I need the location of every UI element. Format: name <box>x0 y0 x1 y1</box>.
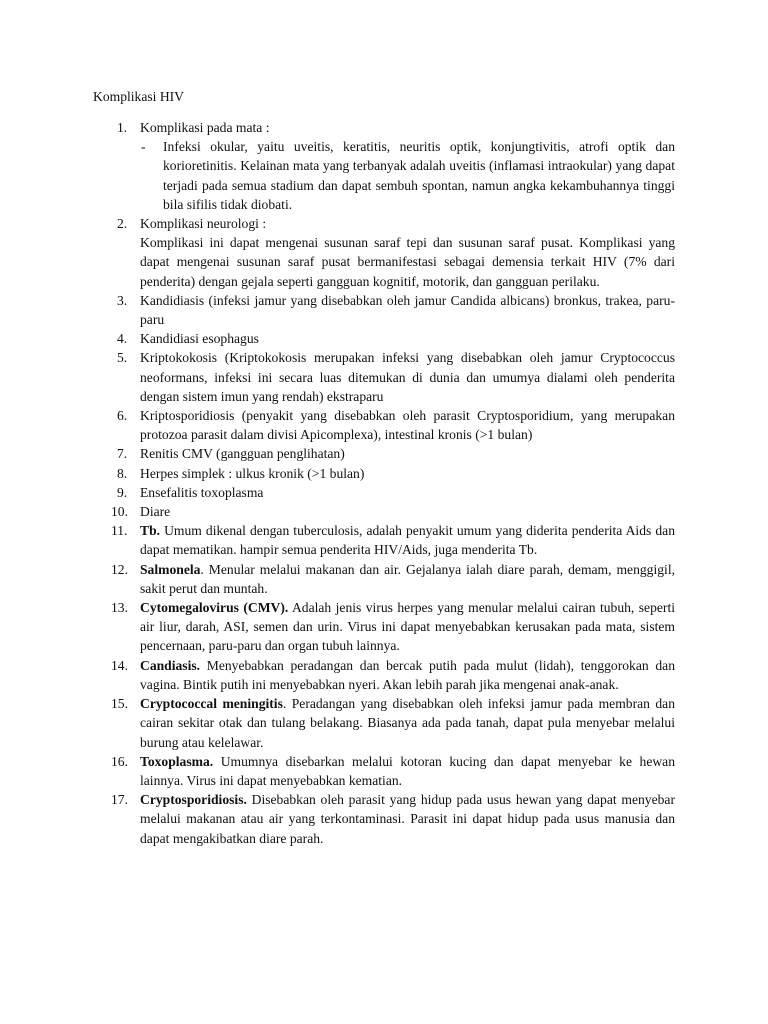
list-item <box>93 291 675 329</box>
item-text: Adalah jenis virus herpes yang menular melalui cairan tubuh, seperti air liur, darah, ASI, semen dan urin. Virus ini dapat menyebabkan kerusakan pada mata, sistem pencernaan, paru-paru dan organ tubuh lainnya. <box>140 600 675 654</box>
item-number: 1. <box>117 120 128 135</box>
item-number: 12. <box>111 561 128 577</box>
item-number: 7. <box>117 446 128 462</box>
list-item <box>93 560 675 598</box>
item-number: 3. <box>117 292 128 308</box>
list-item <box>93 348 675 406</box>
list-item <box>93 483 675 502</box>
list-item <box>93 214 675 291</box>
item-text: Herpes simplek : ulkus kronik (>1 bulan) <box>140 465 365 481</box>
item-text: . Menular melalui makanan dan air. Gejalanya ialah diare parah, demam, menggigil, sakit perut dan muntah. <box>140 561 675 596</box>
list-item <box>93 329 675 348</box>
list-item <box>93 521 675 559</box>
list-item <box>93 790 675 848</box>
item-text: Diare <box>140 504 171 520</box>
item-text: Kandidiasi esophagus <box>140 331 259 347</box>
list-item <box>93 656 675 694</box>
document-title: Komplikasi HIV <box>93 89 184 104</box>
list-item <box>93 406 675 444</box>
sub-item-dash: - <box>141 139 146 155</box>
item-text: Kandidiasis (infeksi jamur yang disebabkan oleh jamur Candida albicans) bronkus, trakea, paru-paru <box>140 292 675 328</box>
item-number: 17. <box>111 792 128 808</box>
item-text: Komplikasi neurologi : <box>140 216 267 232</box>
item-number: 11. <box>111 523 128 539</box>
item-text: Ensefalitis toxoplasma <box>140 484 264 500</box>
item-term: Tb. <box>140 523 161 539</box>
item-text: Renitis CMV (gangguan penglihatan) <box>140 446 345 462</box>
item-number: 4. <box>117 331 128 347</box>
item-paragraph: Komplikasi ini dapat mengenai susunan saraf tepi dan susunan saraf pusat. Komplikasi yang dapat mengenai susunan saraf pusat bermanifestasi sebagai demensia terkait HIV (7% dari penderita) dengan gejala seperti gangguan kognitif, motorik, dan gangguan perilaku. <box>140 235 675 289</box>
item-term: Candiasis. <box>140 657 201 673</box>
list-item <box>93 444 675 463</box>
item-text: Umumnya disebarkan melalui kotoran kucing dan dapat menyebar ke hewan lainnya. Virus ini dapat menyebabkan kematian. <box>140 753 675 788</box>
sub-item <box>140 137 675 214</box>
list-item <box>93 694 675 752</box>
item-number: 10. <box>111 504 128 520</box>
item-text: Menyebabkan peradangan dan bercak putih pada mulut (lidah), tenggorokan dan vagina. Bintik putih ini menyebabkan nyeri. Akan lebih parah jika mengenai anak-anak. <box>140 657 675 692</box>
item-term: Cryptosporidiosis. <box>140 792 247 808</box>
list-item <box>93 464 675 483</box>
item-number: 2. <box>117 216 128 232</box>
item-term: Salmonela <box>140 561 201 577</box>
list-item <box>93 598 675 656</box>
item-number: 8. <box>117 465 128 481</box>
item-text: Umum dikenal dengan tuberculosis, adalah penyakit umum yang diderita penderita Aids dan dapat mematikan. hampir semua penderita HIV/Aids, juga menderita Tb. <box>140 523 675 558</box>
item-text: Komplikasi pada mata : <box>140 120 270 135</box>
item-number: 6. <box>117 408 128 424</box>
item-number: 14. <box>111 657 128 673</box>
item-number: 16. <box>111 753 128 769</box>
item-text: Disebabkan oleh parasit yang hidup pada usus hewan yang dapat menyebar melalui makanan atau air yang terkontaminasi. Parasit ini dapat hidup pada usus manusia dan dapat mengakibatkan diare parah. <box>140 792 675 846</box>
list-item <box>93 502 675 521</box>
item-text: Kriptokokosis (Kriptokokosis merupakan infeksi yang disebabkan oleh jamur Cryptococcus neoformans, infeksi ini secara luas ditemukan di dunia dan umumya dialami oleh penderita dengan sistem imun yang rendah) ekstraparu <box>140 350 675 404</box>
item-text: Kriptosporidiosis (penyakit yang disebabkan oleh parasit Cryptosporidium, yang merupakan protozoa parasit dalam divisi Apicomplexa), intestinal kronis (>1 bulan) <box>140 408 675 443</box>
list-item <box>93 118 675 214</box>
item-text: . Peradangan yang disebabkan oleh infeksi jamur pada membran dan cairan sekitar otak dan tulang belakang. Biasanya ada pada tanah, dapat pula menyebar melalui burung atau kelelawar. <box>140 696 675 750</box>
item-number: 15. <box>111 696 128 712</box>
item-number: 5. <box>117 350 128 366</box>
sub-item-text: Infeksi okular, yaitu uveitis, keratitis, neuritis optik, konjungtivitis, atrofi optik dan korioretinitis. Kelainan mata yang terbanyak adalah uveitis (inflamasi intraokular) yang dapat terjadi pada semua stadium dan dapat sembuh spontan, namun angka kekambuhannya tinggi bila sifilis tidak diobati. <box>163 139 675 212</box>
item-term: Cryptococcal meningitis <box>140 696 283 712</box>
item-number: 9. <box>117 484 128 500</box>
list-item <box>93 752 675 790</box>
item-term: Cytomegalovirus (CMV). <box>140 600 289 616</box>
item-number: 13. <box>111 600 128 616</box>
item-term: Toxoplasma. <box>140 753 214 769</box>
complication-list <box>93 118 675 848</box>
